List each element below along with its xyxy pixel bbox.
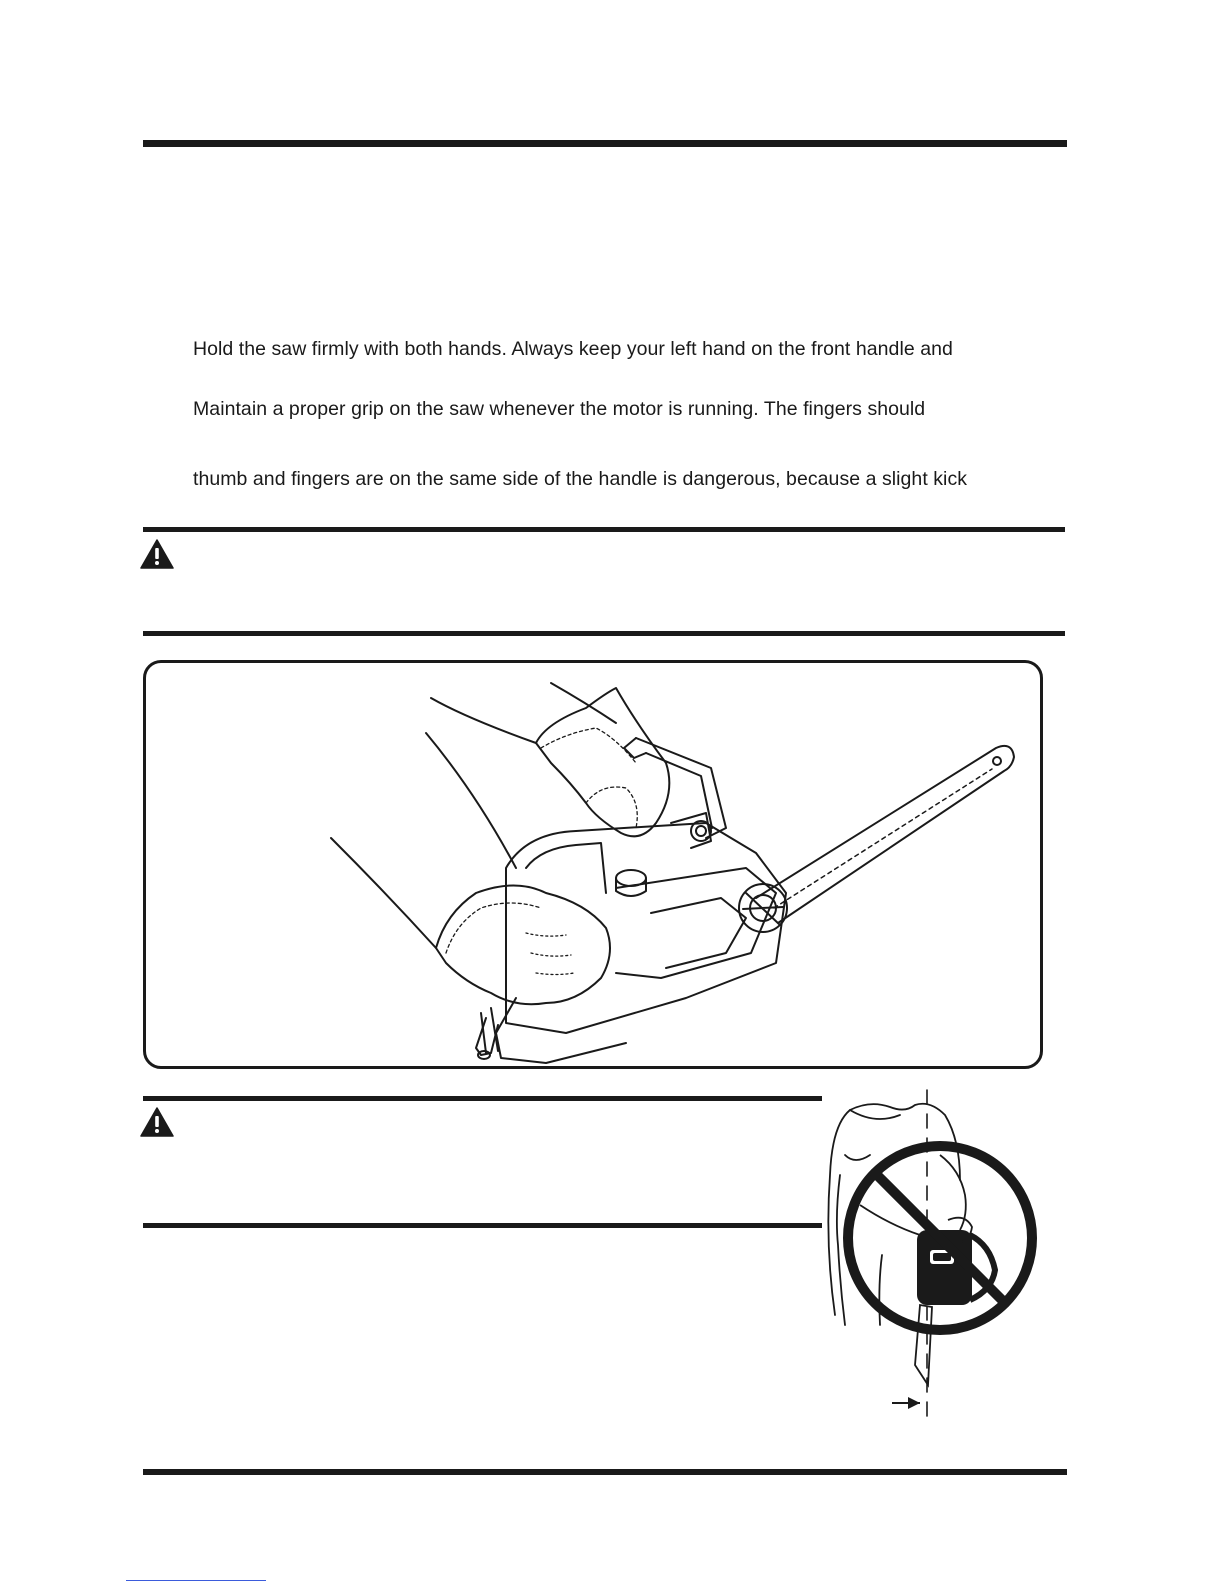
top-rule [143, 140, 1067, 147]
incorrect-stance-figure [820, 1085, 1050, 1425]
warning-1-top-rule [143, 527, 1065, 532]
warning-2-top-rule [143, 1096, 822, 1101]
body-text-line-1: Hold the saw firmly with both hands. Always keep your left hand on the front handle and [193, 338, 953, 360]
bottom-rule [143, 1469, 1067, 1475]
chainsaw-grip-illustration [143, 660, 1043, 1069]
warning-triangle-icon [140, 539, 174, 569]
warning-1-bottom-rule [143, 631, 1065, 636]
warning-2-bottom-rule [143, 1223, 822, 1228]
footer-link-underline[interactable] [126, 1580, 266, 1581]
warning-triangle-icon [140, 1107, 174, 1137]
body-text-line-3: thumb and fingers are on the same side of the handle is dangerous, because a slight kick [193, 468, 968, 490]
body-text-line-2: Maintain a proper grip on the saw whenever the motor is running. The fingers should [193, 398, 926, 420]
arrow-right-icon [892, 1397, 920, 1409]
